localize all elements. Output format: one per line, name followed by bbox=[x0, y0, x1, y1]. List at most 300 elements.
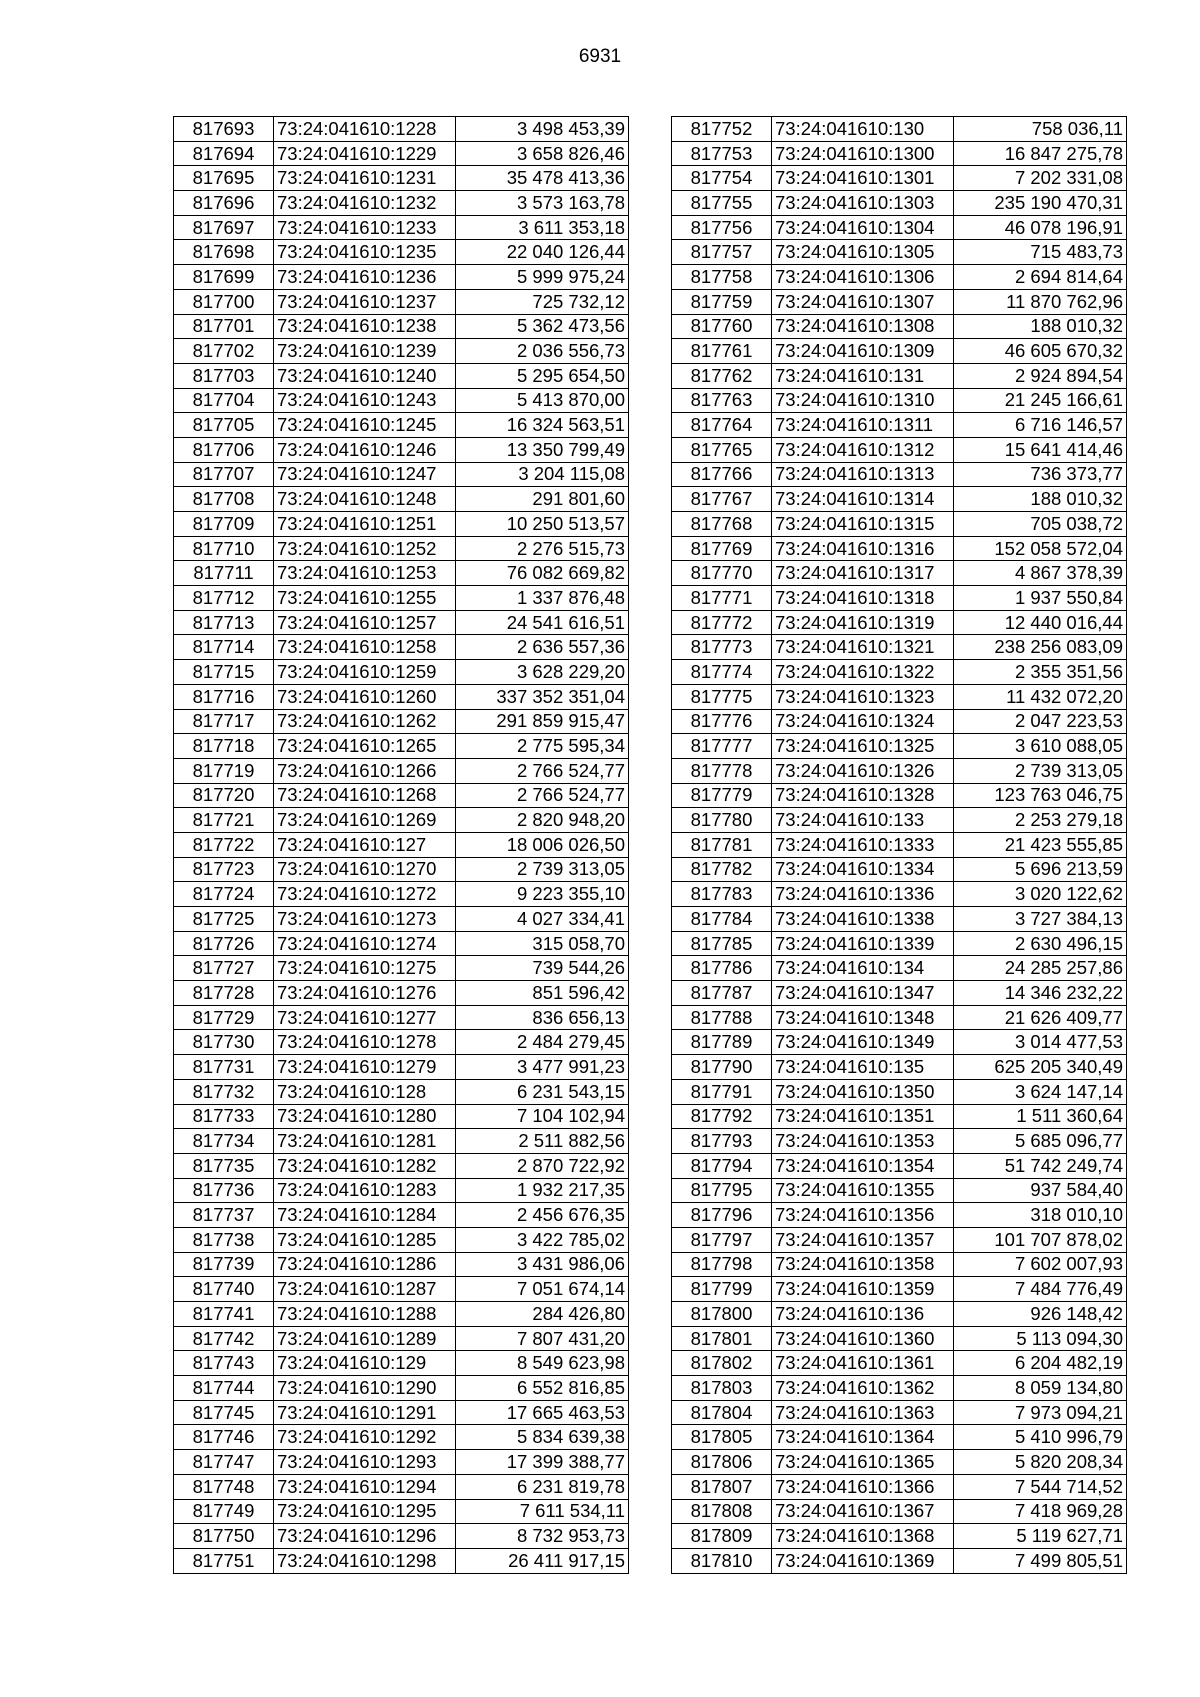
table-row bbox=[174, 215, 629, 240]
cadastral-number-cell: 73:24:041610:1251 bbox=[274, 512, 456, 537]
cadastral-value-cell: 315 058,70 bbox=[456, 931, 629, 956]
record-number-cell: 817770 bbox=[672, 561, 772, 586]
cadastral-number-cell: 73:24:041610:1350 bbox=[772, 1079, 954, 1104]
cadastral-number-cell: 73:24:041610:1356 bbox=[772, 1203, 954, 1228]
table-row bbox=[174, 1227, 629, 1252]
table-row bbox=[672, 907, 1127, 932]
cadastral-number-cell: 73:24:041610:1353 bbox=[772, 1129, 954, 1154]
table-row bbox=[174, 1499, 629, 1524]
table-row bbox=[174, 758, 629, 783]
table-row bbox=[174, 1178, 629, 1203]
cadastral-number-cell: 73:24:041610:1294 bbox=[274, 1474, 456, 1499]
record-number-cell: 817697 bbox=[174, 215, 274, 240]
cadastral-value-cell: 188 010,32 bbox=[954, 314, 1127, 339]
table-row bbox=[174, 832, 629, 857]
page-number: 6931 bbox=[578, 46, 622, 67]
table-row bbox=[672, 487, 1127, 512]
record-number-cell: 817782 bbox=[672, 857, 772, 882]
left-registry-body bbox=[174, 117, 629, 1574]
cadastral-number-cell: 73:24:041610:1363 bbox=[772, 1400, 954, 1425]
cadastral-number-cell: 73:24:041610:1293 bbox=[274, 1450, 456, 1475]
cadastral-value-cell: 5 999 975,24 bbox=[456, 265, 629, 290]
table-row bbox=[672, 1005, 1127, 1030]
record-number-cell: 817728 bbox=[174, 981, 274, 1006]
cadastral-number-cell: 73:24:041610:1265 bbox=[274, 734, 456, 759]
cadastral-value-cell: 2 511 882,56 bbox=[456, 1129, 629, 1154]
cadastral-value-cell: 8 059 134,80 bbox=[954, 1376, 1127, 1401]
cadastral-value-cell: 1 511 360,64 bbox=[954, 1104, 1127, 1129]
record-number-cell: 817743 bbox=[174, 1351, 274, 1376]
cadastral-number-cell: 73:24:041610:1351 bbox=[772, 1104, 954, 1129]
record-number-cell: 817802 bbox=[672, 1351, 772, 1376]
cadastral-number-cell: 73:24:041610:1365 bbox=[772, 1450, 954, 1475]
table-row bbox=[672, 437, 1127, 462]
cadastral-value-cell: 3 628 229,20 bbox=[456, 660, 629, 685]
cadastral-value-cell: 1 937 550,84 bbox=[954, 586, 1127, 611]
record-number-cell: 817793 bbox=[672, 1129, 772, 1154]
table-row bbox=[672, 1227, 1127, 1252]
table-row bbox=[672, 758, 1127, 783]
record-number-cell: 817706 bbox=[174, 437, 274, 462]
record-number-cell: 817695 bbox=[174, 166, 274, 191]
table-row bbox=[174, 684, 629, 709]
cadastral-value-cell: 3 610 088,05 bbox=[954, 734, 1127, 759]
table-row bbox=[174, 709, 629, 734]
cadastral-number-cell: 73:24:041610:1325 bbox=[772, 734, 954, 759]
table-row bbox=[672, 289, 1127, 314]
cadastral-number-cell: 73:24:041610:130 bbox=[772, 117, 954, 142]
cadastral-value-cell: 3 498 453,39 bbox=[456, 117, 629, 142]
cadastral-number-cell: 73:24:041610:1245 bbox=[274, 413, 456, 438]
cadastral-value-cell: 1 337 876,48 bbox=[456, 586, 629, 611]
cadastral-number-cell: 73:24:041610:1288 bbox=[274, 1302, 456, 1327]
record-number-cell: 817804 bbox=[672, 1400, 772, 1425]
record-number-cell: 817806 bbox=[672, 1450, 772, 1475]
cadastral-number-cell: 73:24:041610:1283 bbox=[274, 1178, 456, 1203]
cadastral-value-cell: 2 630 496,15 bbox=[954, 931, 1127, 956]
record-number-cell: 817718 bbox=[174, 734, 274, 759]
cadastral-number-cell: 73:24:041610:1281 bbox=[274, 1129, 456, 1154]
table-row bbox=[174, 487, 629, 512]
cadastral-value-cell: 15 641 414,46 bbox=[954, 437, 1127, 462]
cadastral-number-cell: 73:24:041610:1276 bbox=[274, 981, 456, 1006]
record-number-cell: 817744 bbox=[174, 1376, 274, 1401]
cadastral-number-cell: 73:24:041610:1262 bbox=[274, 709, 456, 734]
record-number-cell: 817734 bbox=[174, 1129, 274, 1154]
cadastral-value-cell: 22 040 126,44 bbox=[456, 240, 629, 265]
cadastral-number-cell: 73:24:041610:1364 bbox=[772, 1425, 954, 1450]
cadastral-value-cell: 5 685 096,77 bbox=[954, 1129, 1127, 1154]
cadastral-value-cell: 14 346 232,22 bbox=[954, 981, 1127, 1006]
record-number-cell: 817784 bbox=[672, 907, 772, 932]
cadastral-value-cell: 7 104 102,94 bbox=[456, 1104, 629, 1129]
table-row bbox=[672, 1178, 1127, 1203]
cadastral-number-cell: 73:24:041610:1309 bbox=[772, 339, 954, 364]
cadastral-number-cell: 73:24:041610:1347 bbox=[772, 981, 954, 1006]
table-row bbox=[174, 536, 629, 561]
table-row bbox=[174, 857, 629, 882]
cadastral-number-cell: 73:24:041610:1255 bbox=[274, 586, 456, 611]
cadastral-value-cell: 3 611 353,18 bbox=[456, 215, 629, 240]
table-row bbox=[672, 215, 1127, 240]
table-row bbox=[672, 709, 1127, 734]
record-number-cell: 817805 bbox=[672, 1425, 772, 1450]
record-number-cell: 817724 bbox=[174, 882, 274, 907]
table-row bbox=[672, 413, 1127, 438]
cadastral-number-cell: 73:24:041610:1319 bbox=[772, 610, 954, 635]
table-row bbox=[174, 1302, 629, 1327]
cadastral-value-cell: 188 010,32 bbox=[954, 487, 1127, 512]
cadastral-value-cell: 35 478 413,36 bbox=[456, 166, 629, 191]
table-row bbox=[174, 808, 629, 833]
record-number-cell: 817741 bbox=[174, 1302, 274, 1327]
cadastral-number-cell: 73:24:041610:1360 bbox=[772, 1326, 954, 1351]
record-number-cell: 817740 bbox=[174, 1277, 274, 1302]
cadastral-value-cell: 2 484 279,45 bbox=[456, 1030, 629, 1055]
record-number-cell: 817754 bbox=[672, 166, 772, 191]
table-row bbox=[174, 1153, 629, 1178]
cadastral-value-cell: 725 732,12 bbox=[456, 289, 629, 314]
table-row bbox=[174, 734, 629, 759]
record-number-cell: 817790 bbox=[672, 1055, 772, 1080]
cadastral-value-cell: 21 423 555,85 bbox=[954, 832, 1127, 857]
cadastral-number-cell: 73:24:041610:1274 bbox=[274, 931, 456, 956]
table-row bbox=[672, 783, 1127, 808]
cadastral-value-cell: 5 820 208,34 bbox=[954, 1450, 1127, 1475]
record-number-cell: 817777 bbox=[672, 734, 772, 759]
cadastral-number-cell: 73:24:041610:1229 bbox=[274, 141, 456, 166]
table-row bbox=[672, 314, 1127, 339]
cadastral-number-cell: 73:24:041610:1322 bbox=[772, 660, 954, 685]
cadastral-number-cell: 73:24:041610:129 bbox=[274, 1351, 456, 1376]
cadastral-number-cell: 73:24:041610:1247 bbox=[274, 462, 456, 487]
record-number-cell: 817742 bbox=[174, 1326, 274, 1351]
table-row bbox=[174, 240, 629, 265]
table-row bbox=[174, 1129, 629, 1154]
table-row bbox=[174, 981, 629, 1006]
record-number-cell: 817702 bbox=[174, 339, 274, 364]
cadastral-number-cell: 73:24:041610:1284 bbox=[274, 1203, 456, 1228]
cadastral-number-cell: 73:24:041610:1290 bbox=[274, 1376, 456, 1401]
record-number-cell: 817703 bbox=[174, 363, 274, 388]
cadastral-number-cell: 73:24:041610:1336 bbox=[772, 882, 954, 907]
table-row bbox=[174, 314, 629, 339]
record-number-cell: 817796 bbox=[672, 1203, 772, 1228]
cadastral-number-cell: 73:24:041610:1317 bbox=[772, 561, 954, 586]
cadastral-number-cell: 73:24:041610:1312 bbox=[772, 437, 954, 462]
cadastral-number-cell: 73:24:041610:1237 bbox=[274, 289, 456, 314]
cadastral-number-cell: 73:24:041610:1357 bbox=[772, 1227, 954, 1252]
cadastral-number-cell: 73:24:041610:1282 bbox=[274, 1153, 456, 1178]
record-number-cell: 817711 bbox=[174, 561, 274, 586]
cadastral-number-cell: 73:24:041610:1313 bbox=[772, 462, 954, 487]
cadastral-value-cell: 836 656,13 bbox=[456, 1005, 629, 1030]
cadastral-number-cell: 73:24:041610:1367 bbox=[772, 1499, 954, 1524]
table-row bbox=[672, 931, 1127, 956]
table-row bbox=[174, 1252, 629, 1277]
cadastral-number-cell: 73:24:041610:1289 bbox=[274, 1326, 456, 1351]
record-number-cell: 817696 bbox=[174, 191, 274, 216]
table-row bbox=[672, 956, 1127, 981]
record-number-cell: 817768 bbox=[672, 512, 772, 537]
cadastral-number-cell: 73:24:041610:1239 bbox=[274, 339, 456, 364]
table-row bbox=[672, 1326, 1127, 1351]
cadastral-value-cell: 6 716 146,57 bbox=[954, 413, 1127, 438]
cadastral-number-cell: 73:24:041610:1268 bbox=[274, 783, 456, 808]
cadastral-value-cell: 2 694 814,64 bbox=[954, 265, 1127, 290]
cadastral-value-cell: 1 932 217,35 bbox=[456, 1178, 629, 1203]
cadastral-number-cell: 73:24:041610:1311 bbox=[772, 413, 954, 438]
table-row bbox=[672, 117, 1127, 142]
table-row bbox=[174, 289, 629, 314]
cadastral-value-cell: 3 727 384,13 bbox=[954, 907, 1127, 932]
cadastral-value-cell: 625 205 340,49 bbox=[954, 1055, 1127, 1080]
cadastral-value-cell: 7 484 776,49 bbox=[954, 1277, 1127, 1302]
record-number-cell: 817797 bbox=[672, 1227, 772, 1252]
table-row bbox=[174, 1326, 629, 1351]
table-row bbox=[672, 808, 1127, 833]
record-number-cell: 817712 bbox=[174, 586, 274, 611]
record-number-cell: 817781 bbox=[672, 832, 772, 857]
record-number-cell: 817763 bbox=[672, 388, 772, 413]
record-number-cell: 817748 bbox=[174, 1474, 274, 1499]
record-number-cell: 817693 bbox=[174, 117, 274, 142]
cadastral-value-cell: 7 973 094,21 bbox=[954, 1400, 1127, 1425]
cadastral-value-cell: 3 658 826,46 bbox=[456, 141, 629, 166]
record-number-cell: 817767 bbox=[672, 487, 772, 512]
table-row bbox=[174, 512, 629, 537]
cadastral-number-cell: 73:24:041610:1291 bbox=[274, 1400, 456, 1425]
cadastral-value-cell: 8 549 623,98 bbox=[456, 1351, 629, 1376]
cadastral-value-cell: 2 739 313,05 bbox=[456, 857, 629, 882]
table-row bbox=[174, 956, 629, 981]
record-number-cell: 817717 bbox=[174, 709, 274, 734]
cadastral-number-cell: 73:24:041610:1308 bbox=[772, 314, 954, 339]
cadastral-value-cell: 21 245 166,61 bbox=[954, 388, 1127, 413]
cadastral-value-cell: 736 373,77 bbox=[954, 462, 1127, 487]
cadastral-number-cell: 73:24:041610:1252 bbox=[274, 536, 456, 561]
table-row bbox=[174, 1400, 629, 1425]
cadastral-value-cell: 24 541 616,51 bbox=[456, 610, 629, 635]
table-row bbox=[672, 981, 1127, 1006]
cadastral-value-cell: 3 204 115,08 bbox=[456, 462, 629, 487]
table-row bbox=[672, 1474, 1127, 1499]
cadastral-number-cell: 73:24:041610:1368 bbox=[772, 1524, 954, 1549]
cadastral-value-cell: 51 742 249,74 bbox=[954, 1153, 1127, 1178]
record-number-cell: 817709 bbox=[174, 512, 274, 537]
record-number-cell: 817714 bbox=[174, 635, 274, 660]
record-number-cell: 817769 bbox=[672, 536, 772, 561]
table-row bbox=[672, 191, 1127, 216]
record-number-cell: 817732 bbox=[174, 1079, 274, 1104]
cadastral-value-cell: 926 148,42 bbox=[954, 1302, 1127, 1327]
record-number-cell: 817766 bbox=[672, 462, 772, 487]
record-number-cell: 817764 bbox=[672, 413, 772, 438]
cadastral-value-cell: 7 602 007,93 bbox=[954, 1252, 1127, 1277]
record-number-cell: 817715 bbox=[174, 660, 274, 685]
cadastral-number-cell: 73:24:041610:1321 bbox=[772, 635, 954, 660]
cadastral-number-cell: 73:24:041610:1272 bbox=[274, 882, 456, 907]
record-number-cell: 817720 bbox=[174, 783, 274, 808]
cadastral-value-cell: 5 362 473,56 bbox=[456, 314, 629, 339]
table-row bbox=[672, 1425, 1127, 1450]
cadastral-value-cell: 2 355 351,56 bbox=[954, 660, 1127, 685]
record-number-cell: 817752 bbox=[672, 117, 772, 142]
cadastral-value-cell: 11 432 072,20 bbox=[954, 684, 1127, 709]
record-number-cell: 817771 bbox=[672, 586, 772, 611]
table-row bbox=[672, 141, 1127, 166]
record-number-cell: 817730 bbox=[174, 1030, 274, 1055]
cadastral-value-cell: 17 665 463,53 bbox=[456, 1400, 629, 1425]
record-number-cell: 817699 bbox=[174, 265, 274, 290]
cadastral-value-cell: 2 036 556,73 bbox=[456, 339, 629, 364]
cadastral-value-cell: 123 763 046,75 bbox=[954, 783, 1127, 808]
cadastral-number-cell: 73:24:041610:1240 bbox=[274, 363, 456, 388]
cadastral-value-cell: 337 352 351,04 bbox=[456, 684, 629, 709]
table-row bbox=[174, 166, 629, 191]
cadastral-number-cell: 73:24:041610:1314 bbox=[772, 487, 954, 512]
record-number-cell: 817710 bbox=[174, 536, 274, 561]
table-row bbox=[174, 1104, 629, 1129]
cadastral-number-cell: 73:24:041610:1277 bbox=[274, 1005, 456, 1030]
record-number-cell: 817721 bbox=[174, 808, 274, 833]
table-row bbox=[174, 783, 629, 808]
cadastral-number-cell: 73:24:041610:1339 bbox=[772, 931, 954, 956]
cadastral-value-cell: 7 202 331,08 bbox=[954, 166, 1127, 191]
cadastral-value-cell: 24 285 257,86 bbox=[954, 956, 1127, 981]
cadastral-number-cell: 73:24:041610:1298 bbox=[274, 1548, 456, 1573]
table-row bbox=[672, 1400, 1127, 1425]
cadastral-number-cell: 73:24:041610:1361 bbox=[772, 1351, 954, 1376]
table-row bbox=[672, 1351, 1127, 1376]
table-row bbox=[174, 1079, 629, 1104]
cadastral-value-cell: 4 027 334,41 bbox=[456, 907, 629, 932]
cadastral-value-cell: 6 231 543,15 bbox=[456, 1079, 629, 1104]
record-number-cell: 817809 bbox=[672, 1524, 772, 1549]
cadastral-value-cell: 18 006 026,50 bbox=[456, 832, 629, 857]
record-number-cell: 817716 bbox=[174, 684, 274, 709]
table-row bbox=[174, 1524, 629, 1549]
cadastral-number-cell: 73:24:041610:1316 bbox=[772, 536, 954, 561]
cadastral-value-cell: 10 250 513,57 bbox=[456, 512, 629, 537]
table-row bbox=[672, 363, 1127, 388]
record-number-cell: 817786 bbox=[672, 956, 772, 981]
cadastral-value-cell: 3 014 477,53 bbox=[954, 1030, 1127, 1055]
table-row bbox=[174, 907, 629, 932]
cadastral-number-cell: 73:24:041610:1310 bbox=[772, 388, 954, 413]
cadastral-value-cell: 6 231 819,78 bbox=[456, 1474, 629, 1499]
table-row bbox=[672, 1104, 1127, 1129]
cadastral-value-cell: 101 707 878,02 bbox=[954, 1227, 1127, 1252]
cadastral-number-cell: 73:24:041610:1228 bbox=[274, 117, 456, 142]
cadastral-value-cell: 238 256 083,09 bbox=[954, 635, 1127, 660]
table-row bbox=[174, 1055, 629, 1080]
cadastral-value-cell: 46 605 670,32 bbox=[954, 339, 1127, 364]
record-number-cell: 817751 bbox=[174, 1548, 274, 1573]
cadastral-value-cell: 76 082 669,82 bbox=[456, 561, 629, 586]
cadastral-number-cell: 73:24:041610:1231 bbox=[274, 166, 456, 191]
record-number-cell: 817739 bbox=[174, 1252, 274, 1277]
cadastral-number-cell: 73:24:041610:133 bbox=[772, 808, 954, 833]
right-registry-table bbox=[671, 116, 1127, 1574]
record-number-cell: 817788 bbox=[672, 1005, 772, 1030]
cadastral-number-cell: 73:24:041610:1287 bbox=[274, 1277, 456, 1302]
record-number-cell: 817773 bbox=[672, 635, 772, 660]
cadastral-number-cell: 73:24:041610:1275 bbox=[274, 956, 456, 981]
cadastral-value-cell: 705 038,72 bbox=[954, 512, 1127, 537]
cadastral-number-cell: 73:24:041610:1257 bbox=[274, 610, 456, 635]
cadastral-number-cell: 73:24:041610:1285 bbox=[274, 1227, 456, 1252]
table-row bbox=[672, 1376, 1127, 1401]
table-row bbox=[174, 265, 629, 290]
table-row bbox=[672, 1153, 1127, 1178]
cadastral-number-cell: 73:24:041610:1238 bbox=[274, 314, 456, 339]
table-row bbox=[174, 191, 629, 216]
record-number-cell: 817808 bbox=[672, 1499, 772, 1524]
cadastral-value-cell: 6 204 482,19 bbox=[954, 1351, 1127, 1376]
cadastral-number-cell: 73:24:041610:1248 bbox=[274, 487, 456, 512]
record-number-cell: 817755 bbox=[672, 191, 772, 216]
table-row bbox=[672, 240, 1127, 265]
record-number-cell: 817787 bbox=[672, 981, 772, 1006]
cadastral-number-cell: 73:24:041610:1328 bbox=[772, 783, 954, 808]
cadastral-value-cell: 284 426,80 bbox=[456, 1302, 629, 1327]
table-row bbox=[672, 610, 1127, 635]
record-number-cell: 817794 bbox=[672, 1153, 772, 1178]
cadastral-value-cell: 7 418 969,28 bbox=[954, 1499, 1127, 1524]
table-row bbox=[672, 561, 1127, 586]
table-row bbox=[174, 882, 629, 907]
record-number-cell: 817750 bbox=[174, 1524, 274, 1549]
record-number-cell: 817757 bbox=[672, 240, 772, 265]
cadastral-value-cell: 4 867 378,39 bbox=[954, 561, 1127, 586]
record-number-cell: 817799 bbox=[672, 1277, 772, 1302]
cadastral-value-cell: 3 431 986,06 bbox=[456, 1252, 629, 1277]
cadastral-value-cell: 9 223 355,10 bbox=[456, 882, 629, 907]
table-row bbox=[174, 561, 629, 586]
table-row bbox=[174, 339, 629, 364]
cadastral-value-cell: 7 611 534,11 bbox=[456, 1499, 629, 1524]
record-number-cell: 817747 bbox=[174, 1450, 274, 1475]
record-number-cell: 817737 bbox=[174, 1203, 274, 1228]
table-row bbox=[672, 734, 1127, 759]
cadastral-value-cell: 11 870 762,96 bbox=[954, 289, 1127, 314]
cadastral-number-cell: 73:24:041610:1369 bbox=[772, 1548, 954, 1573]
cadastral-number-cell: 73:24:041610:1233 bbox=[274, 215, 456, 240]
cadastral-number-cell: 73:24:041610:1333 bbox=[772, 832, 954, 857]
record-number-cell: 817759 bbox=[672, 289, 772, 314]
table-row bbox=[174, 1450, 629, 1475]
table-row bbox=[672, 1277, 1127, 1302]
cadastral-number-cell: 73:24:041610:1359 bbox=[772, 1277, 954, 1302]
record-number-cell: 817753 bbox=[672, 141, 772, 166]
cadastral-number-cell: 73:24:041610:1266 bbox=[274, 758, 456, 783]
record-number-cell: 817713 bbox=[174, 610, 274, 635]
cadastral-value-cell: 8 732 953,73 bbox=[456, 1524, 629, 1549]
cadastral-value-cell: 7 051 674,14 bbox=[456, 1277, 629, 1302]
table-row bbox=[174, 1351, 629, 1376]
cadastral-number-cell: 73:24:041610:1362 bbox=[772, 1376, 954, 1401]
cadastral-number-cell: 73:24:041610:1358 bbox=[772, 1252, 954, 1277]
cadastral-number-cell: 73:24:041610:1269 bbox=[274, 808, 456, 833]
record-number-cell: 817701 bbox=[174, 314, 274, 339]
record-number-cell: 817801 bbox=[672, 1326, 772, 1351]
cadastral-number-cell: 73:24:041610:1236 bbox=[274, 265, 456, 290]
record-number-cell: 817756 bbox=[672, 215, 772, 240]
table-row bbox=[174, 586, 629, 611]
cadastral-value-cell: 6 552 816,85 bbox=[456, 1376, 629, 1401]
cadastral-number-cell: 73:24:041610:1270 bbox=[274, 857, 456, 882]
